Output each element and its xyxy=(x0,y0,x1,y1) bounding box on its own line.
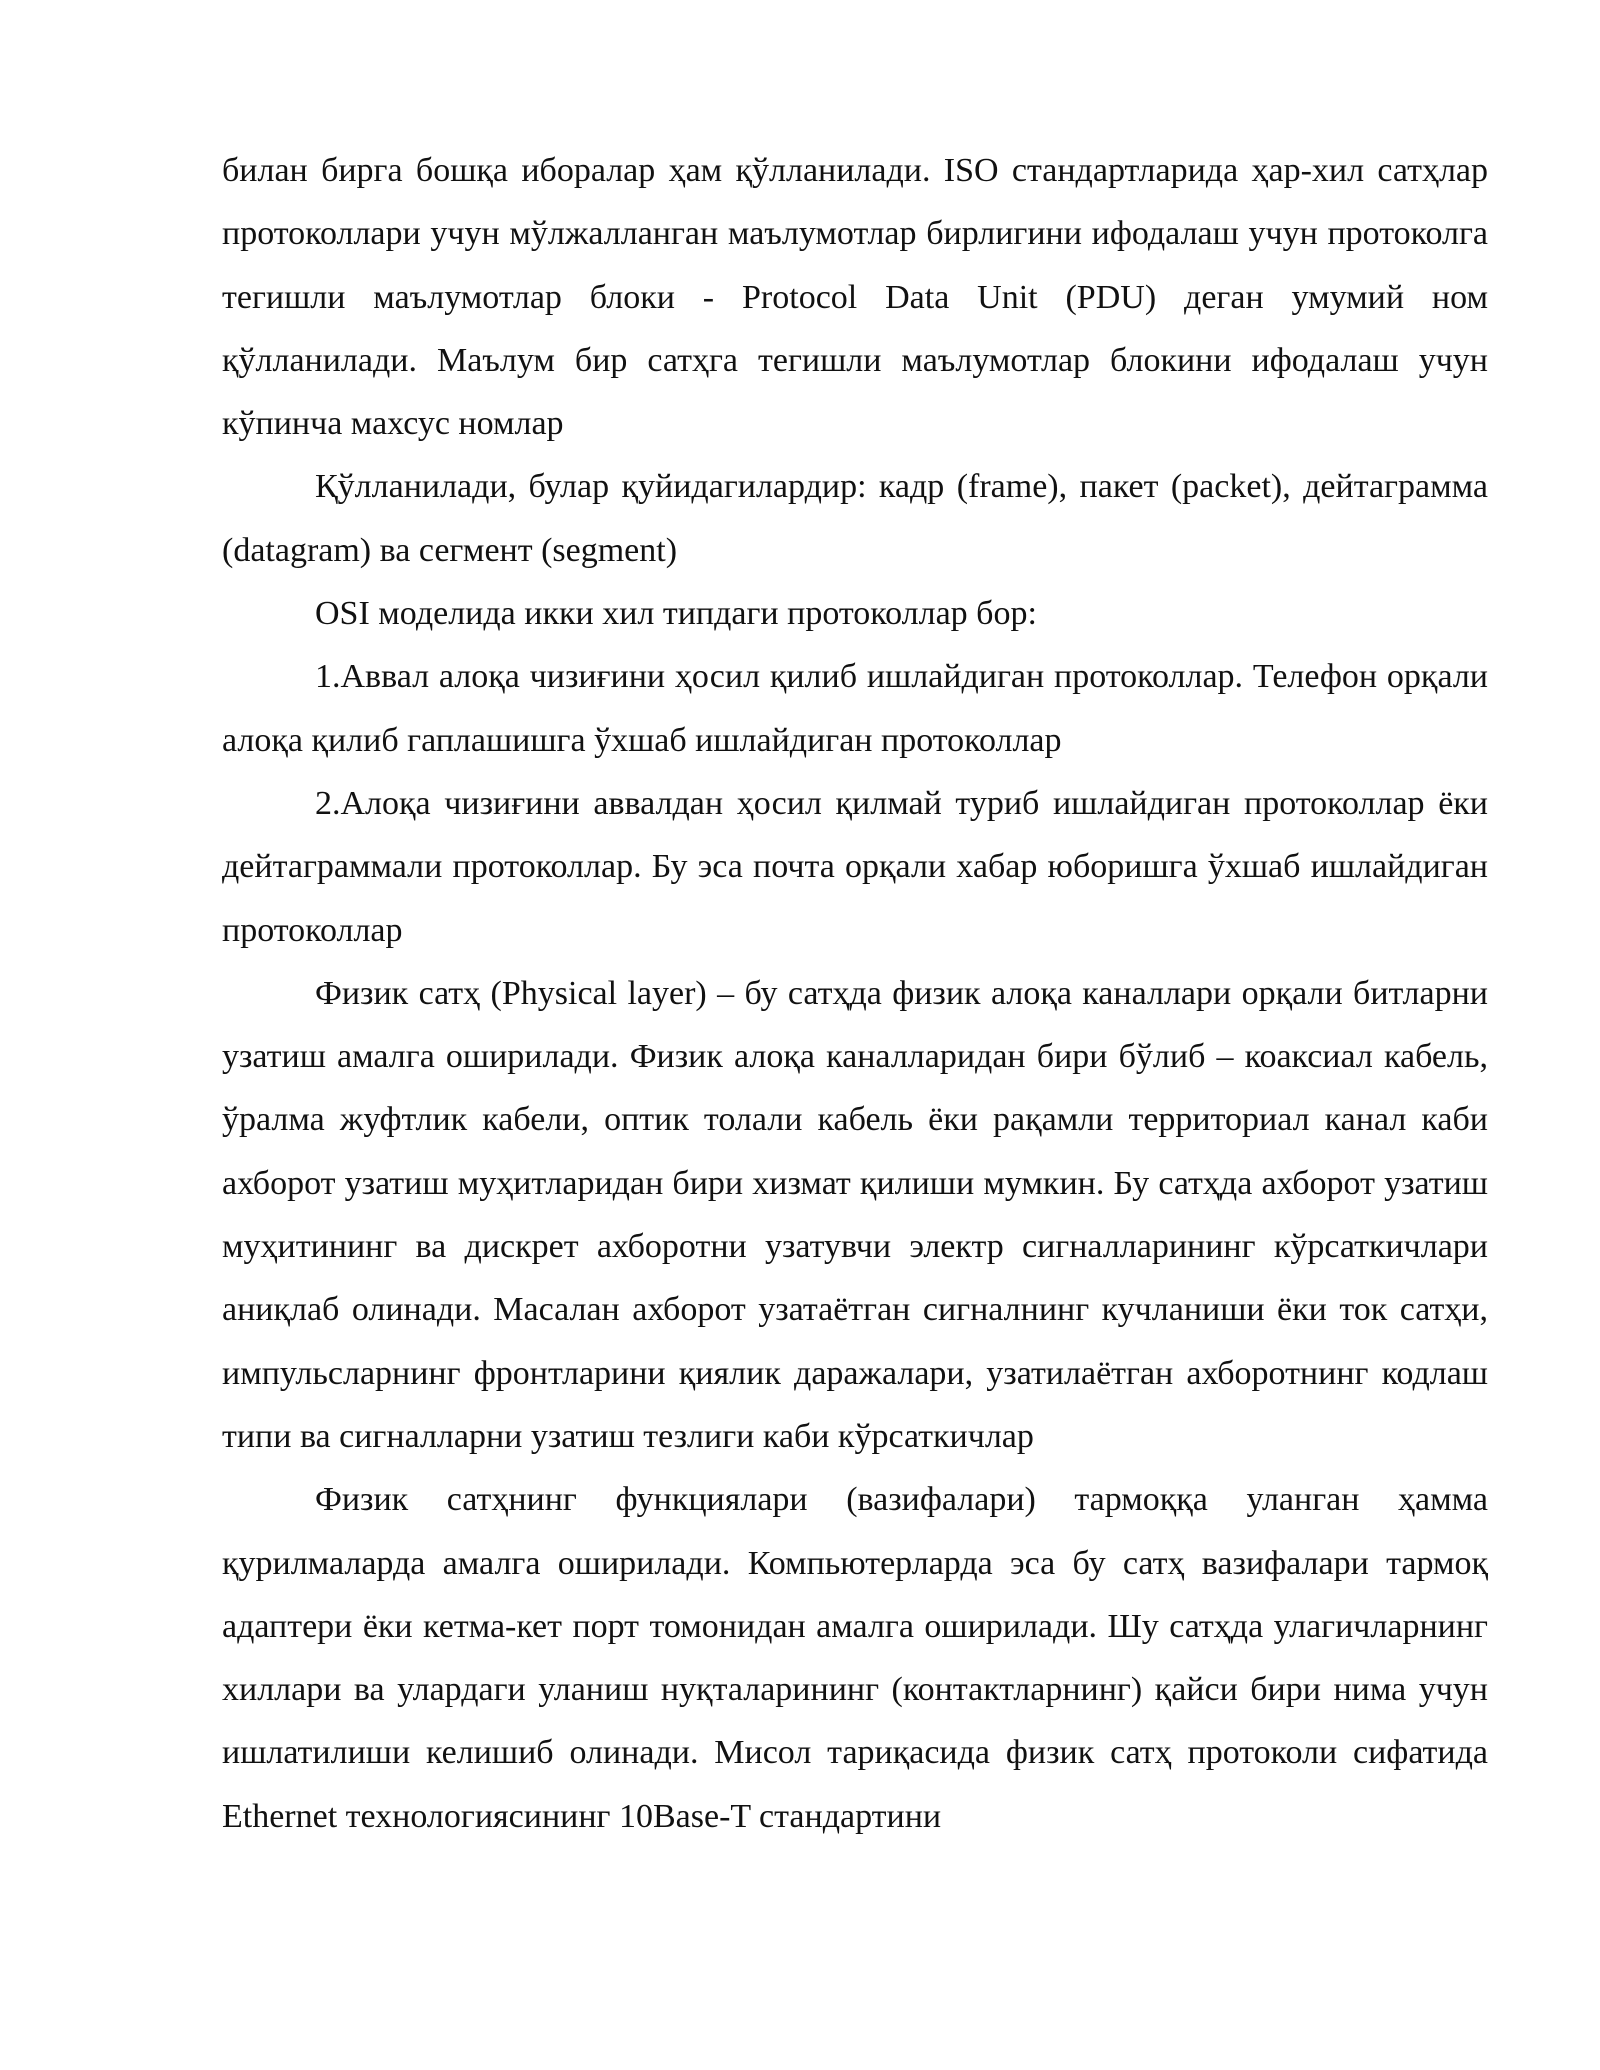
paragraph-pdu: билан бирга бошқа иборалар ҳам қўлланилади. ISO стандартларида ҳар-хил сатҳлар протоколлари учун мўлжалланган маълумотлар бирлигини ифодалаш учун протоколга тегишли маълумотлар блоки - Protocol Data Unit (PDU) деган умумий ном қўлланилади. Маълум бир сатҳга тегишли маълумотлар блокини ифодалаш учун кўпинча махсус номлар xyxy=(222,152,1488,443)
paragraph-names-list: Қўлланилади, булар қуйидагилардир: кадр (frame), пакет (packet), дейтаграмма (datagram) ва сегмент (segment) xyxy=(222,468,1488,569)
document-page xyxy=(222,139,1488,1848)
paragraph-physical-layer-functions: Физик сатҳнинг функциялари (вазифалари) тармоққа уланган ҳамма қурилмаларда амалга оширилади. Компьютерларда эса бу сатҳ вазифалари тармоқ адаптери ёки кетма-кет порт томонидан амалга оширилади. Шу сатҳда улагичларнинг хиллари ва улардаги уланиш нуқталарининг (контактларнинг) қайси бири нима учун ишлатилиши келишиб олинади. Мисол тариқасида физик сатҳ протоколи сифатида Ethernet технологиясининг 10Base-T стандартини xyxy=(222,1481,1488,1835)
paragraph-datagram: 2.Алоқа чизиғини аввалдан ҳосил қилмай туриб ишлайдиган протоколлар ёки дейтаграммали протоколлар. Бу эса почта орқали хабар юборишга ўхшаб ишлайдиган протоколлар xyxy=(222,784,1488,949)
paragraph-connection-oriented: 1.Аввал алоқа чизиғини ҳосил қилиб ишлайдиган протоколлар. Телефон орқали алоқа қилиб гаплашишга ўхшаб ишлайдиган протоколлар xyxy=(222,658,1488,759)
paragraph-osi-protocol-types: OSI моделида икки хил типдаги протоколлар бор: xyxy=(315,595,1037,633)
paragraph-physical-layer: Физик сатҳ (Physical layer) – бу сатҳда физик алоқа каналлари орқали битларни узатиш амалга оширилади. Физик алоқа каналларидан бири бўлиб – коаксиал кабель, ўралма жуфтлик кабели, оптик толали кабель ёки рақамли территориал канал каби ахборот узатиш муҳитларидан бири хизмат қилиши мумкин. Бу сатҳда ахборот узатиш муҳитининг ва дискрет ахборотни узатувчи электр сигналларининг кўрсаткичлари аниқлаб олинади. Масалан ахборот узатаётган сигналнинг кучланиши ёки ток сатҳи, импульсларнинг фронтларини қиялик даражалари, узатилаётган ахборотнинг кодлаш типи ва сигналларни узатиш тезлиги каби кўрсаткичлар xyxy=(222,974,1488,1455)
